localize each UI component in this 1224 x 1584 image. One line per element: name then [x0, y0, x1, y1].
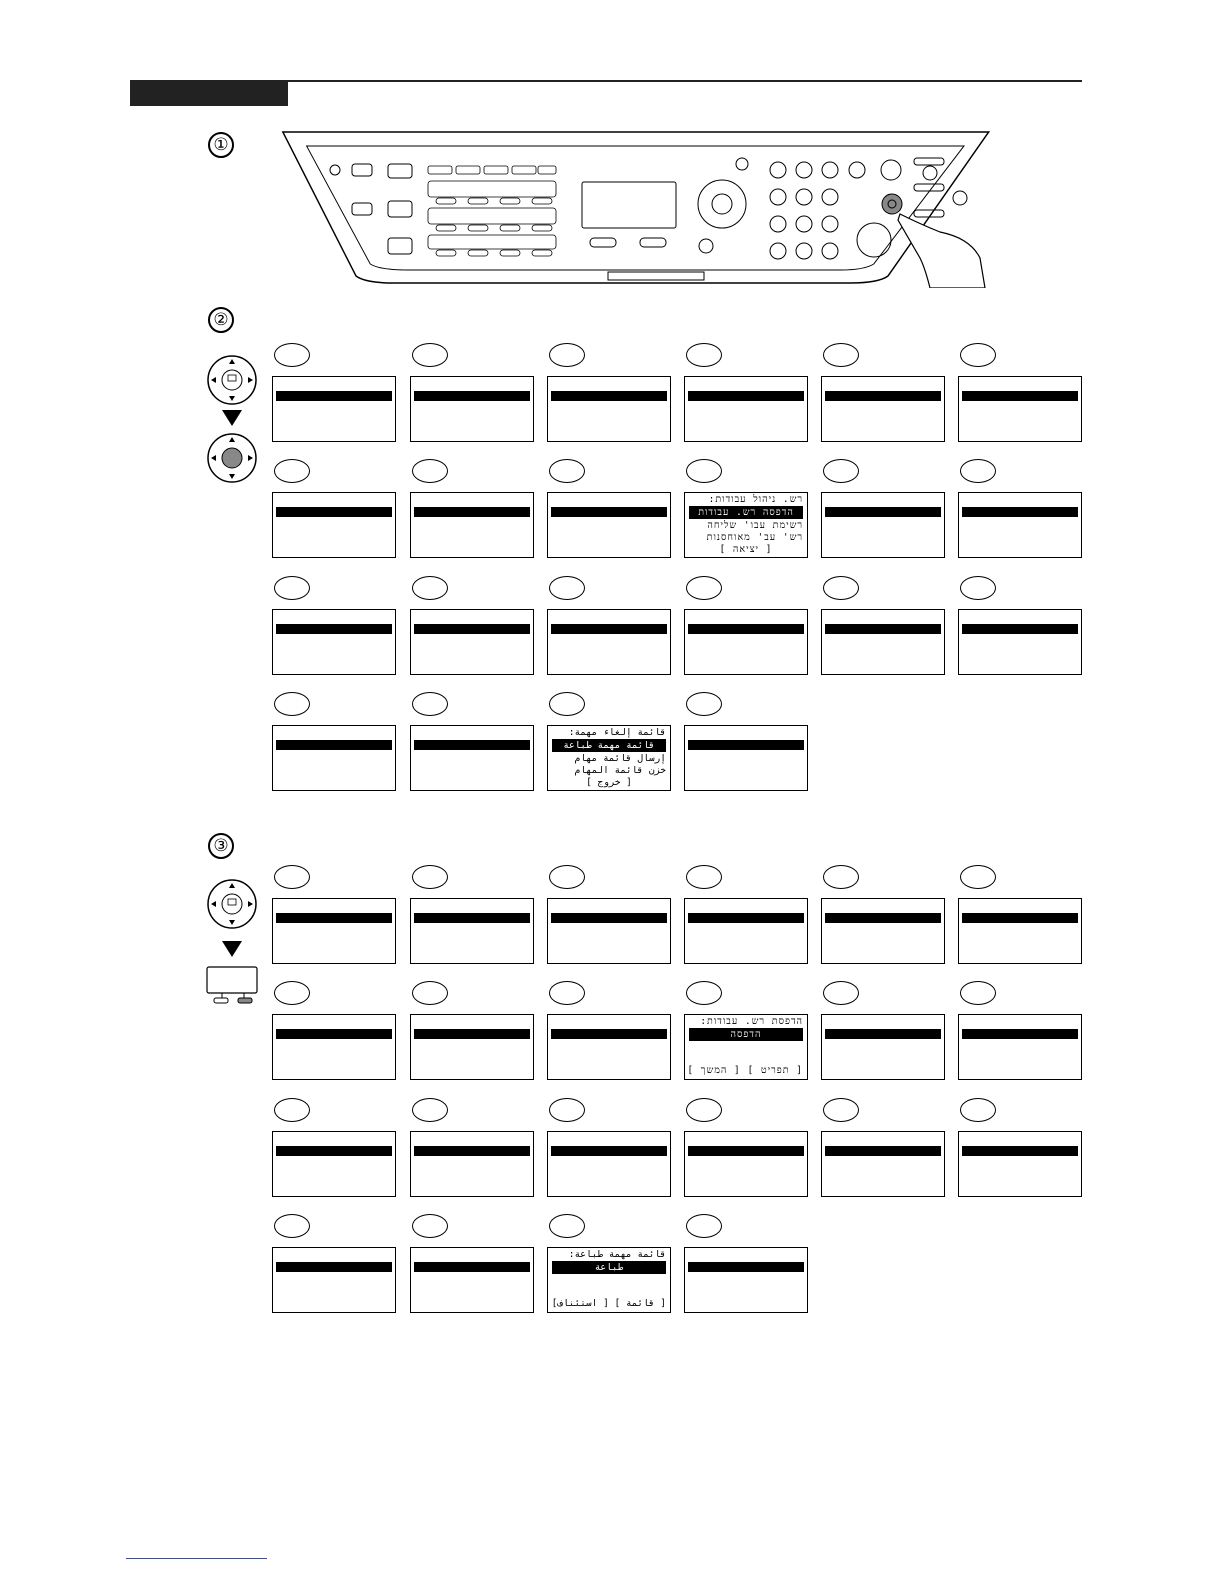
language-label-oval	[549, 1214, 585, 1238]
language-label-oval	[823, 1098, 859, 1122]
language-label-oval	[549, 576, 585, 600]
language-screen-cell	[821, 865, 945, 965]
language-screen-cell	[684, 981, 808, 1081]
language-label-oval	[686, 692, 722, 716]
lcd-screen	[272, 609, 396, 675]
lcd-title: قائمة مهمة طباعة:	[568, 1249, 666, 1260]
language-screen-cell	[272, 692, 396, 792]
lcd-screen	[272, 492, 396, 558]
lcd-screen	[272, 1131, 396, 1197]
language-label-oval	[686, 459, 722, 483]
lcd-selected-item: قائمة مهمة طباعة	[552, 739, 666, 752]
lcd-title: قائمة إلغاء مهمة:	[568, 727, 666, 738]
language-screen-cell	[684, 576, 808, 676]
lcd-selected-row	[414, 913, 530, 923]
language-screen-cell	[958, 1098, 1082, 1198]
lcd-selected-row	[414, 1029, 530, 1039]
lcd-selected-row	[825, 913, 941, 923]
lcd-screen	[547, 898, 671, 964]
lcd-screen	[547, 1247, 671, 1313]
lcd-selected-item: طباعة	[552, 1261, 666, 1274]
lcd-screen	[410, 725, 534, 791]
language-label-oval	[274, 576, 310, 600]
language-label-oval	[686, 981, 722, 1005]
lcd-selected-row	[551, 913, 667, 923]
lcd-screen	[821, 1131, 945, 1197]
lcd-screen	[547, 725, 671, 791]
lcd-screen	[410, 898, 534, 964]
language-label-oval	[412, 576, 448, 600]
language-label-oval	[686, 1214, 722, 1238]
navigation-ok-key-icon	[206, 878, 258, 930]
language-screen-cell	[547, 1214, 671, 1314]
lcd-screen	[821, 492, 945, 558]
lcd-selected-row	[276, 1262, 392, 1272]
language-label-oval	[274, 343, 310, 367]
lcd-screen	[958, 898, 1082, 964]
lcd-softkeys: [ תפריט ] [ המשך ]	[687, 1065, 803, 1076]
language-screen-cell	[821, 343, 945, 443]
down-triangle-icon	[222, 410, 242, 426]
lcd-selected-row	[551, 507, 667, 517]
language-screen-cell	[958, 576, 1082, 676]
language-screen-cell	[547, 865, 671, 965]
language-label-oval	[960, 1098, 996, 1122]
step-1-number: ①	[208, 132, 234, 158]
language-screen-cell	[821, 1098, 945, 1198]
language-label-oval	[686, 576, 722, 600]
language-screen-cell	[684, 1214, 808, 1314]
lcd-screen	[958, 1014, 1082, 1080]
language-screen-cell	[272, 459, 396, 559]
hand-pressing-icon	[898, 214, 985, 288]
lcd-selected-row	[551, 1029, 667, 1039]
down-triangle-icon	[222, 941, 242, 957]
lcd-selected-row	[276, 740, 392, 750]
navigation-ok-key-pressed-icon	[206, 432, 258, 484]
control-panel-illustration	[280, 128, 990, 288]
language-screen-cell	[684, 1098, 808, 1198]
lcd-selected-row	[688, 624, 804, 634]
lcd-selected-row	[962, 624, 1078, 634]
lcd-selected-row	[825, 507, 941, 517]
language-label-oval	[274, 692, 310, 716]
language-label-oval	[274, 1214, 310, 1238]
language-label-oval	[274, 1098, 310, 1122]
language-screen-cell	[547, 343, 671, 443]
lcd-selected-item: הדפסה רש. עבודות	[689, 506, 803, 519]
language-screen-cell	[547, 692, 671, 792]
lcd-screen	[821, 609, 945, 675]
language-screen-cell	[410, 343, 534, 443]
numeric-keypad	[770, 160, 901, 259]
language-screen-cell	[684, 343, 808, 443]
lcd-selected-row	[551, 391, 667, 401]
lcd-selected-row	[414, 740, 530, 750]
lcd-screen	[547, 1014, 671, 1080]
language-screen-cell	[272, 865, 396, 965]
language-label-oval	[412, 459, 448, 483]
lcd-selected-row	[276, 507, 392, 517]
lcd-title: הדפסת רש. עבודות:	[700, 1016, 803, 1027]
language-label-oval	[823, 459, 859, 483]
lcd-screen	[684, 376, 808, 442]
lcd-selected-row	[276, 913, 392, 923]
lcd-screen	[410, 1131, 534, 1197]
lcd-screen	[547, 1131, 671, 1197]
lcd-screen	[821, 376, 945, 442]
lcd-selected-row	[962, 913, 1078, 923]
lcd-selected-row	[962, 1029, 1078, 1039]
lcd-screen	[958, 609, 1082, 675]
lcd-selected-row	[688, 913, 804, 923]
lcd-selected-row	[825, 624, 941, 634]
language-screen-cell	[410, 459, 534, 559]
language-label-oval	[549, 865, 585, 889]
lcd-selected-item: הדפסה	[689, 1028, 803, 1041]
language-label-oval	[686, 343, 722, 367]
language-label-oval	[412, 692, 448, 716]
soft-keys-icon	[206, 966, 260, 1006]
step-2-number: ②	[208, 307, 234, 333]
language-label-oval	[549, 343, 585, 367]
language-label-oval	[549, 1098, 585, 1122]
language-label-oval	[549, 459, 585, 483]
language-screen-cell	[821, 576, 945, 676]
language-screen-cell	[272, 981, 396, 1081]
language-label-oval	[960, 343, 996, 367]
lcd-selected-row	[688, 391, 804, 401]
lcd-screen	[684, 1247, 808, 1313]
language-label-oval	[960, 865, 996, 889]
lcd-title: רש. ניהול עבודות:	[708, 494, 803, 505]
header-rule	[288, 80, 1082, 82]
language-screen-cell	[547, 459, 671, 559]
lcd-selected-row	[688, 1146, 804, 1156]
lcd-screen	[547, 376, 671, 442]
language-label-oval	[960, 576, 996, 600]
footer-rule	[126, 1558, 267, 1559]
step-3-number: ③	[208, 833, 234, 859]
language-screen-cell	[547, 1098, 671, 1198]
lcd-menu-item: إرسال قائمة مهام	[574, 753, 666, 764]
language-screen-cell	[410, 981, 534, 1081]
lcd-selected-row	[825, 1146, 941, 1156]
lcd-screen	[958, 1131, 1082, 1197]
language-label-oval	[823, 865, 859, 889]
lcd-screen	[958, 376, 1082, 442]
lcd-screen	[410, 1014, 534, 1080]
language-label-oval	[412, 865, 448, 889]
language-screen-cell	[684, 865, 808, 965]
lcd-selected-row	[825, 391, 941, 401]
lcd-selected-row	[688, 1262, 804, 1272]
lcd-screen	[272, 1247, 396, 1313]
lcd-screen	[272, 725, 396, 791]
panel-left-buttons	[330, 164, 412, 254]
language-label-oval	[549, 692, 585, 716]
lcd-selected-row	[688, 740, 804, 750]
lcd-selected-row	[414, 1146, 530, 1156]
language-label-oval	[823, 981, 859, 1005]
lcd-selected-row	[962, 1146, 1078, 1156]
language-screen-cell	[684, 459, 808, 559]
language-screen-cell	[410, 692, 534, 792]
lcd-exit-item: [ יציאה ]	[719, 544, 773, 555]
lcd-screen	[272, 1014, 396, 1080]
language-screen-cell	[547, 981, 671, 1081]
language-label-oval	[412, 1214, 448, 1238]
lcd-selected-row	[414, 1262, 530, 1272]
language-label-oval	[274, 459, 310, 483]
lcd-selected-row	[276, 1029, 392, 1039]
language-screen-cell	[547, 576, 671, 676]
lcd-screen	[547, 492, 671, 558]
lcd-selected-row	[414, 507, 530, 517]
language-screen-cell	[684, 692, 808, 792]
lcd-softkeys: [ قائمة ] [ استئناف]	[551, 1298, 666, 1309]
lcd-screen	[410, 609, 534, 675]
language-screen-cell	[272, 1098, 396, 1198]
language-screen-cell	[958, 981, 1082, 1081]
language-screen-cell	[410, 865, 534, 965]
lcd-selected-row	[276, 624, 392, 634]
language-screen-cell	[821, 459, 945, 559]
language-screen-cell	[272, 1214, 396, 1314]
lcd-screen	[684, 492, 808, 558]
language-screen-cell	[958, 459, 1082, 559]
section-header-tab	[130, 80, 288, 106]
panel-display	[582, 182, 676, 228]
lcd-screen	[410, 1247, 534, 1313]
lcd-selected-row	[551, 1146, 667, 1156]
one-touch-keys	[428, 166, 556, 256]
lcd-selected-row	[825, 1029, 941, 1039]
lcd-selected-row	[962, 391, 1078, 401]
language-screen-cell	[272, 343, 396, 443]
language-label-oval	[686, 865, 722, 889]
language-screen-cell	[410, 1214, 534, 1314]
lcd-screen	[821, 898, 945, 964]
lcd-exit-item: [ خروج ]	[586, 777, 632, 788]
lcd-selected-row	[414, 624, 530, 634]
lcd-screen	[684, 609, 808, 675]
lcd-selected-row	[276, 391, 392, 401]
lcd-screen	[958, 492, 1082, 558]
lcd-menu-item: רש' עב' מאוחסנות	[706, 532, 803, 543]
lcd-screen	[684, 1014, 808, 1080]
language-screen-cell	[958, 343, 1082, 443]
language-label-oval	[823, 576, 859, 600]
language-screen-cell	[410, 1098, 534, 1198]
language-screen-cell	[410, 576, 534, 676]
lcd-screen	[684, 725, 808, 791]
language-label-oval	[412, 343, 448, 367]
lcd-screen	[821, 1014, 945, 1080]
language-label-oval	[823, 343, 859, 367]
language-label-oval	[960, 459, 996, 483]
language-screen-cell	[958, 865, 1082, 965]
language-label-oval	[274, 981, 310, 1005]
language-screen-cell	[272, 576, 396, 676]
lcd-selected-row	[414, 391, 530, 401]
lcd-screen	[272, 376, 396, 442]
language-label-oval	[412, 1098, 448, 1122]
language-label-oval	[960, 981, 996, 1005]
lcd-selected-row	[962, 507, 1078, 517]
language-screen-cell	[821, 981, 945, 1081]
lcd-menu-item: خزن قائمة المهام	[574, 765, 666, 776]
lcd-screen	[410, 376, 534, 442]
lcd-selected-row	[551, 624, 667, 634]
language-label-oval	[274, 865, 310, 889]
lcd-screen	[684, 898, 808, 964]
language-label-oval	[549, 981, 585, 1005]
navigation-ok-key-icon	[206, 354, 258, 406]
lcd-selected-row	[276, 1146, 392, 1156]
lcd-screen	[272, 898, 396, 964]
language-label-oval	[412, 981, 448, 1005]
lcd-screen	[684, 1131, 808, 1197]
lcd-screen	[410, 492, 534, 558]
lcd-screen	[547, 609, 671, 675]
language-label-oval	[686, 1098, 722, 1122]
lcd-menu-item: רשימת עבו' שליחה	[707, 520, 803, 531]
